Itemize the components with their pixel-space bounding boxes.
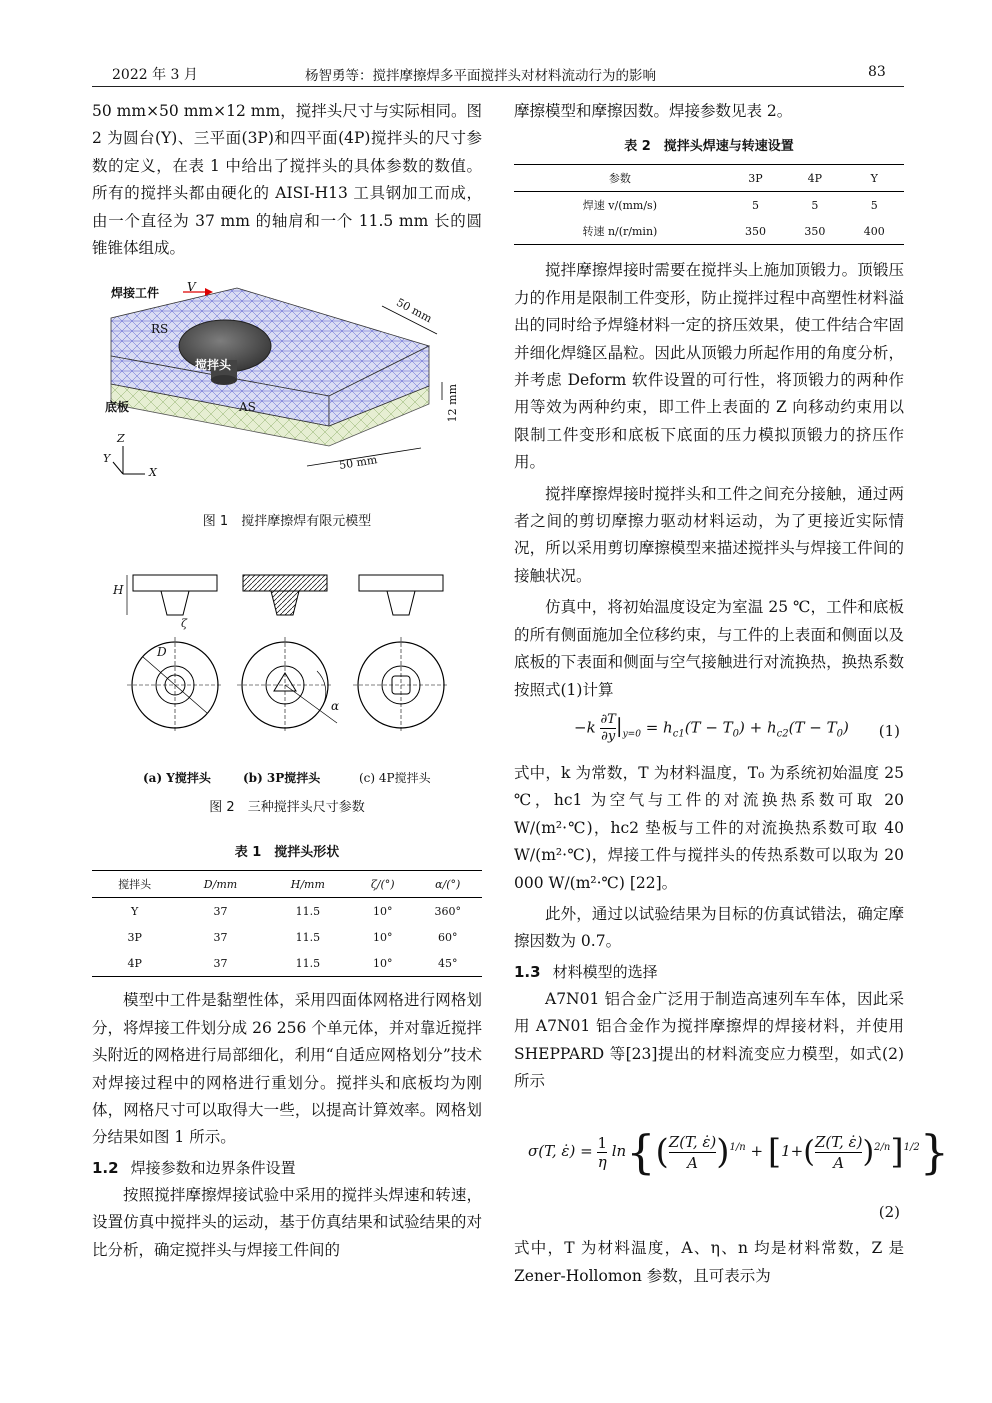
table-cell: 11.5 xyxy=(295,904,321,918)
figure-1-caption: 图 1 搅拌摩擦焊有限元模型 xyxy=(202,514,372,530)
table-cell: 37 xyxy=(177,950,263,977)
right-para-8: 式中，T 为材料温度，A、η、n 均是材料常数，Z 是 Zener-Hollomon 参数，且可表示为 xyxy=(514,1239,904,1285)
equation-1 xyxy=(514,704,904,760)
right-para-6: 此外，通过以试验结果为目标的仿真试错法，确定摩擦因数为 0.7。 xyxy=(514,904,904,951)
table-cell: 400 xyxy=(845,218,904,245)
subcaption-a: (a) Y搅拌头 xyxy=(143,771,211,786)
table-cell: 10° xyxy=(352,950,413,977)
table-header-cell: H/mm xyxy=(264,871,352,898)
header-title: 杨智勇等：搅拌摩擦焊多平面搅拌头对材料流动行为的影响 xyxy=(305,68,656,84)
table-cell: 焊速 v/(mm/s) xyxy=(582,199,657,213)
table-cell: 11.5 xyxy=(264,950,352,977)
right-para-5: 式中，k 为常数，T 为材料温度，T₀ 为系统初始温度 25 ℃，hc1 为空气与工件的对流换热系数可取 20 W/(m²·℃)，hc2 垫板与工件的对流换热系数可取 40 W/(m²·℃)，焊接工件与搅拌头的传热系数可以取为 20 000 W/(m²·℃) [22]。 xyxy=(514,763,904,892)
table-cell: 360° xyxy=(434,904,461,918)
table-cell: 3P xyxy=(127,930,142,944)
section-number: 1.2 xyxy=(92,1158,119,1177)
section-number: 1.3 xyxy=(514,962,541,981)
left-column xyxy=(92,98,482,1264)
figure-2-caption: 图 2 三种搅拌头尺寸参数 xyxy=(209,800,365,816)
table-1 xyxy=(92,870,482,977)
table-cell: 4P xyxy=(92,950,177,977)
label-workpiece: 焊接工件 xyxy=(111,286,160,301)
table-row xyxy=(514,218,904,245)
right-para-3: 搅拌摩擦焊接时搅拌头和工件之间充分接触，通过两者之间的剪切摩擦力驱动材料运动，为了更接近实际情况，所以采用剪切摩擦模型来描述搅拌头与焊接工件间的接触状况。 xyxy=(514,484,904,585)
table-cell: 37 xyxy=(213,904,228,918)
section-title: 材料模型的选择 xyxy=(552,962,658,981)
dim-h-label: H xyxy=(113,583,124,598)
label-velocity: V xyxy=(187,280,196,295)
table-2 xyxy=(514,164,904,245)
dim-height-12mm: 12 mm xyxy=(446,384,459,423)
header-date: 2022 年 3 月 xyxy=(112,67,198,83)
left-para-3: 按照搅拌摩擦焊接试验中采用的搅拌头焊速和转速，设置仿真中搅拌头的运动，基于仿真结果和试验结果的对比分析，确定搅拌头与焊接工件间的 xyxy=(92,1185,482,1259)
dim-zeta-label: ζ xyxy=(181,617,187,631)
subcaption-c: (c) 4P搅拌头 xyxy=(359,771,431,786)
table-cell: 5 xyxy=(751,198,759,212)
table-cell: 45° xyxy=(413,950,482,977)
axis-y-label: Y xyxy=(103,452,111,466)
section-1-2-heading xyxy=(92,1154,482,1182)
table-cell: 350 xyxy=(785,218,844,245)
dim-bottom-50mm: 50 mm xyxy=(338,453,379,473)
table-header-cell: ζ/(°) xyxy=(352,871,413,898)
left-para-1: 50 mm×50 mm×12 mm，搅拌头尺寸与实际相同。图 2 为圆台(Y)、三平面(3P)和四平面(4P)搅拌头的尺寸参数的定义，在表 1 中给出了搅拌头的具体参数的数值。所有的搅拌头都由硬化的 AISI-H13 工具钢加工而成，由一个直径为 37 mm 的轴肩和一个 11.5 mm 长的圆锥锥体组成。 xyxy=(92,102,482,258)
table-header-cell: 搅拌头 xyxy=(92,871,177,898)
table-cell: 5 xyxy=(870,198,878,212)
table-cell: 350 xyxy=(726,218,785,245)
table-cell: 60° xyxy=(437,930,458,944)
section-title: 焊接参数和边界条件设置 xyxy=(130,1158,296,1177)
table-cell: 10° xyxy=(372,930,393,944)
label-base-plate: 底板 xyxy=(105,400,130,415)
label-rs: RS xyxy=(151,322,169,337)
table-row xyxy=(92,898,482,925)
subcaption-b: (b) 3P搅拌头 xyxy=(243,771,321,786)
table-row xyxy=(92,924,482,950)
figure-2 xyxy=(97,573,477,788)
dim-d-label: D xyxy=(157,645,167,660)
table-header-row xyxy=(92,871,482,898)
label-as: AS xyxy=(239,400,256,415)
right-para-4: 仿真中，将初始温度设定为室温 25 ℃，工件和底板的所有侧面施加全位移约束，与工件的上表面和侧面以及底板的下表面和侧面与空气接触进行对流换热，换热系数按照式(1)计算 xyxy=(514,598,904,699)
equation-2-number: (2) xyxy=(878,1203,900,1222)
table-cell: Y xyxy=(131,904,139,918)
table-cell: 转速 n/(r/min) xyxy=(514,218,726,245)
table-row xyxy=(514,192,904,219)
left-para-2: 模型中工件是黏塑性体，采用四面体网格进行网格划分，将焊接工件划分成 26 256 个单元体，并对靠近搅拌头附近的网格进行局部细化，利用“自适应网格划分”技术对焊接过程中的网格进行重划分。搅拌头和底板均为刚体，网格尺寸可以取得大一些，以提高计算效率。网格划分结果如图 1 所示。 xyxy=(92,991,482,1147)
table-cell: 5 xyxy=(811,198,819,212)
table-header-cell: Y xyxy=(845,165,904,192)
section-1-3-heading xyxy=(514,958,904,986)
table-header-cell: 4P xyxy=(785,165,844,192)
table-cell: 10° xyxy=(372,904,393,918)
page-number: 83 xyxy=(868,64,886,80)
table-cell: 11.5 xyxy=(295,930,321,944)
table-header-cell: α/(°) xyxy=(413,871,482,898)
figure-1 xyxy=(97,276,477,506)
equation-2 xyxy=(514,1095,949,1235)
equation-1-body: −k $\frac{\partial T}{\partial y}$ $|_{y=0} = h_{c1}(T - T_0) + h_{c2}(T - T_0)$ xyxy=(574,711,849,744)
table-1-caption: 表 1 搅拌头形状 xyxy=(234,845,340,861)
right-para-1: 摩擦模型和摩擦因数。焊接参数见表 2。 xyxy=(514,102,793,120)
table-row xyxy=(92,950,482,977)
equation-2-body: σ(T, ε̇) = $\frac{1}{\eta}$ ln{( $\frac{Z(T, \varepsiloṅ)}{A}$ )$^{1/n}$ + [1+( $\frac{Z(T, \varepsiloṅ)}{A}$ )$^{2/n}$]$^{1/2}$} xyxy=(528,1125,949,1180)
table-2-caption: 表 2 搅拌头焊速与转速设置 xyxy=(624,139,794,155)
header-rule xyxy=(92,86,904,87)
dim-alpha-label: α xyxy=(331,699,340,714)
table-cell: 37 xyxy=(213,930,228,944)
label-tool: 搅拌头 xyxy=(195,358,232,373)
axis-x-label: X xyxy=(149,466,157,480)
right-para-2: 搅拌摩擦焊接时需要在搅拌头上施加顶锻力。顶锻压力的作用是限制工件变形，防止搅拌过程中高塑性材料溢出的同时给予焊缝材料一定的挤压效果，使工件结合牢固并细化焊缝区晶粒。因此从顶锻力所起作用的角度分析，并考虑 Deform 软件设置的可行性，将顶锻力的两种作用等效为两种约束，即工件上表面的 Z 向移动约束用以限制工件变形和底板下底面的压力模拟顶锻力的挤压作用。 xyxy=(514,261,904,472)
table-header-cell: 参数 xyxy=(514,165,726,192)
table-header-cell: 3P xyxy=(726,165,785,192)
table-header-row xyxy=(514,165,904,192)
table-header-cell: D/mm xyxy=(177,871,263,898)
dim-top-50mm: 50 mm xyxy=(394,296,435,326)
equation-1-number: (1) xyxy=(878,721,900,740)
tool-dimension-drawings xyxy=(97,573,477,753)
right-para-7: A7N01 铝合金广泛用于制造高速列车车体，因此采用 A7N01 铝合金作为搅拌摩擦焊的焊接材料，并使用 SHEPPARD 等[23]提出的材料流变应力模型，如式(2)所示 xyxy=(514,989,904,1090)
axis-z-label: Z xyxy=(117,432,125,446)
right-column xyxy=(514,98,949,1290)
